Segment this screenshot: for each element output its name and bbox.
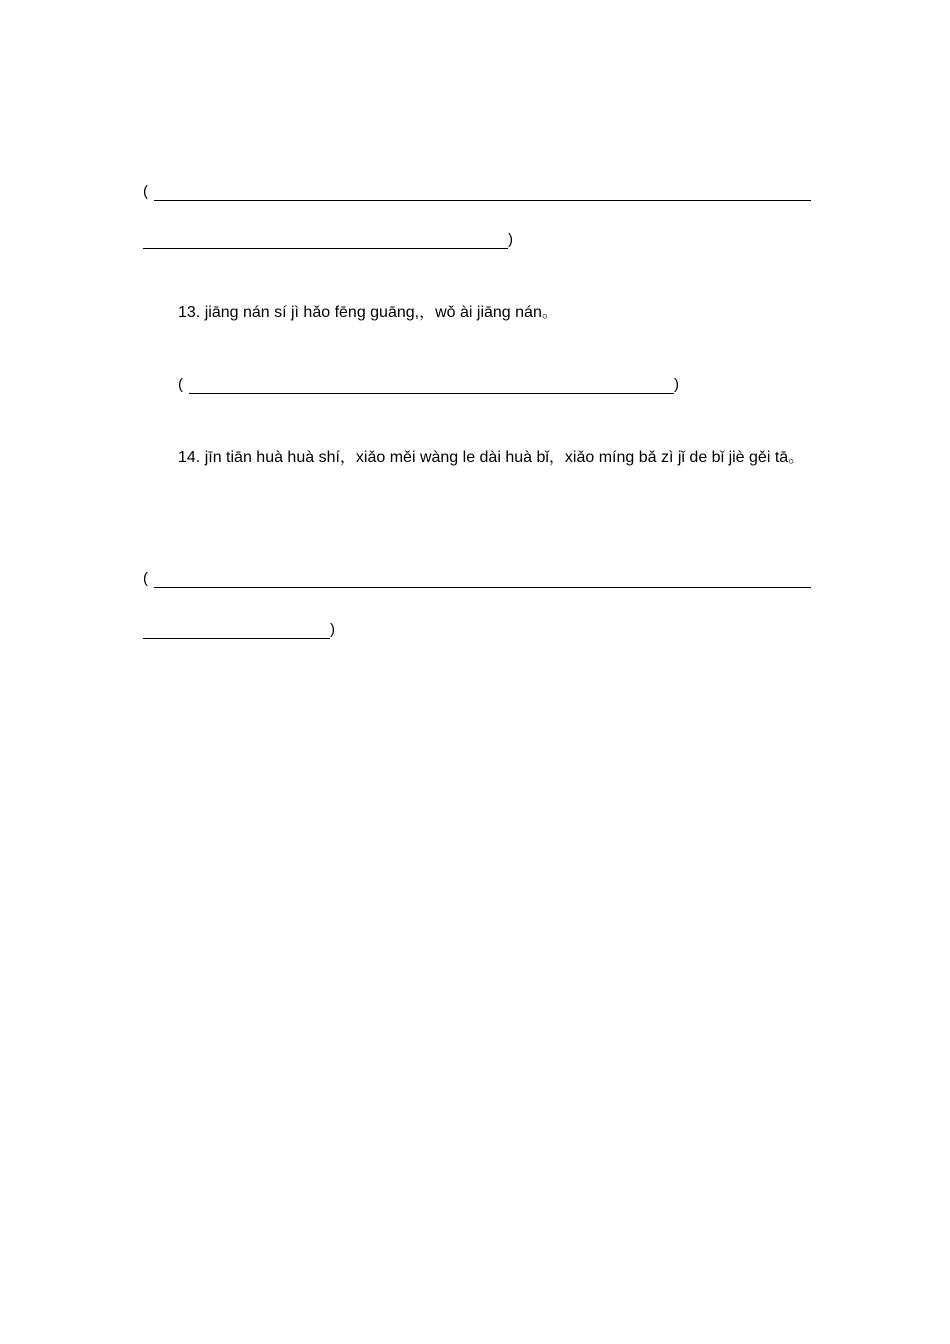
answer-line-q13 (178, 376, 679, 394)
question-text: jīn tiān huà huà shí，xiǎo měi wàng le dài huà bǐ，xiǎo míng bǎ zì jǐ de bǐ jiè gěi tā。 (204, 449, 805, 466)
answer-line-second-row (143, 231, 513, 249)
answer-line-q14-first-row (143, 570, 811, 588)
answer-blank[interactable] (189, 379, 674, 394)
open-paren: ( (143, 183, 148, 200)
open-paren: ( (143, 570, 148, 587)
close-paren: ) (674, 376, 679, 393)
question-14 (178, 449, 804, 467)
answer-blank[interactable] (143, 624, 330, 639)
answer-blank[interactable] (154, 186, 811, 201)
question-number: 14. (178, 449, 201, 466)
answer-blank[interactable] (154, 573, 811, 588)
question-13 (178, 304, 558, 322)
close-paren: ) (330, 621, 335, 638)
question-text: jiāng nán sí jì hǎo fēng guāng,，wǒ ài jiāng nán。 (204, 304, 558, 321)
answer-line-q14-second-row (143, 621, 335, 639)
answer-blank[interactable] (143, 234, 508, 249)
open-paren: ( (178, 376, 183, 393)
question-number: 13. (178, 304, 201, 321)
answer-line-first-row (143, 183, 811, 201)
close-paren: ) (508, 231, 513, 248)
